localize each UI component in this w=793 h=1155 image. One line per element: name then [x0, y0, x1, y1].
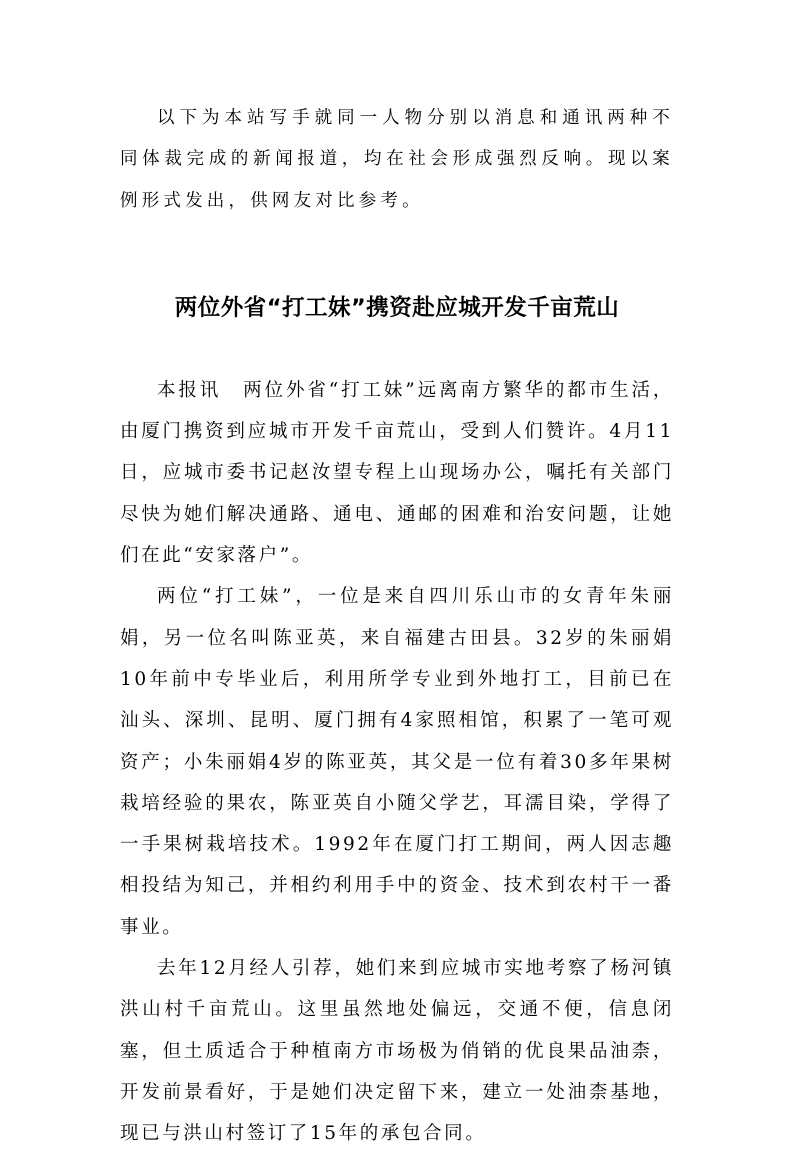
document-page — [120, 98, 674, 1155]
intro-paragraph: 以下为本站写手就同一人物分别以消息和通讯两种不同体裁完成的新闻报道，均在社会形成强烈反响。现以案例形式发出，供网友对比参考。 — [120, 108, 674, 211]
article-paragraph-2: 两位“打工妹”，一位是来自四川乐山市的女青年朱丽娟，另一位名叫陈亚英，来自福建古田县。32岁的朱丽娟10年前中专毕业后，利用所学专业到外地打工，目前已在汕头、深圳、昆明、厦门拥有4家照相馆，积累了一笔可观资产；小朱丽娟4岁的陈亚英，其父是一位有着30多年果树栽培经验的果农，陈亚英自小随父学艺，耳濡目染，学得了一手果树栽培技术。1992年在厦门打工期间，两人因志趣相投结为知己，并相约利用手中的资金、技术到农村干一番事业。 — [120, 586, 674, 938]
paragraph-text: 两位外省“打工妹”远离南方繁华的都市生活，由厦门携资到应城市开发千亩荒山，受到人们赞许。4月11日，应城市委书记赵汝望专程上山现场办公，嘱托有关部门尽快为她们解决通路、通电、通邮的困难和治安问题，让她们在此“安家落户”。 — [120, 379, 674, 567]
article-paragraph-3: 去年12月经人引荐，她们来到应城市实地考察了杨河镇洪山村千亩荒山。这里虽然地处偏远，交通不便，信息闭塞，但土质适合于种植南方市场极为俏销的优良果品油柰，开发前景看好，于是她们决定留下来，建立一处油柰基地，现已与洪山村签订了15年的承包合同。 — [120, 958, 674, 1145]
article-paragraph-1 — [120, 370, 674, 576]
dateline: 本报讯 — [157, 379, 222, 401]
article-headline: 两位外省“打工妹”携资赴应城开发千亩荒山 — [174, 294, 620, 321]
article-body — [120, 370, 674, 1155]
